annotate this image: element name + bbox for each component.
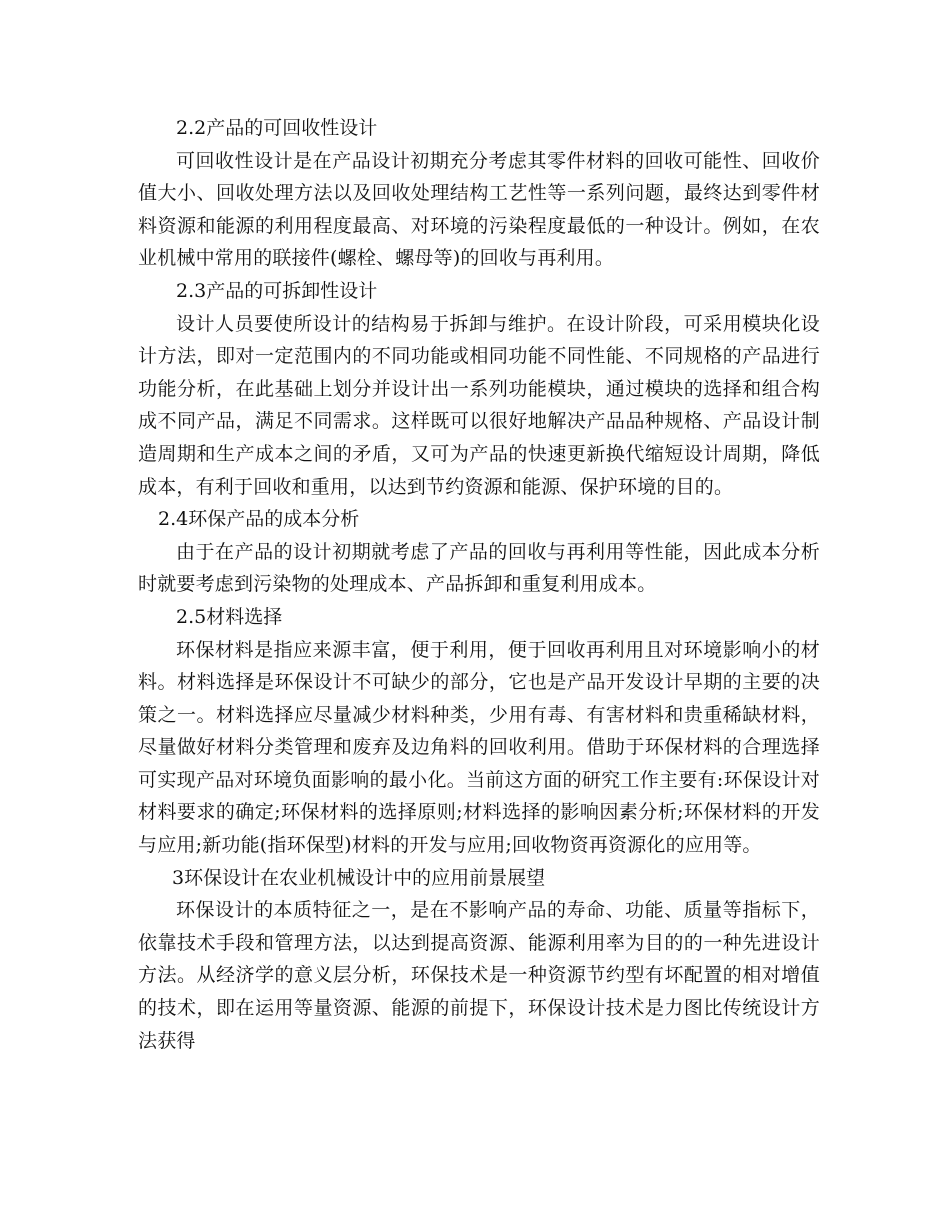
section-heading-2-4: 2.4环保产品的成本分析: [158, 508, 360, 531]
paragraph-recyclability: 可回收性设计是在产品设计初期充分考虑其零件材料的回收可能性、回收价值大小、回收处理方法以及回收处理结构工艺性等一系列问题，最终达到零件材料资源和能源的利用程度最高、对环境的污染程度最低的一种设计。例如，在农业机械中常用的联接件(螺栓、螺母等)的回收与再利用。: [138, 149, 820, 270]
paragraph-disassembly: 设计人员要使所设计的结构易于拆卸与维护。在设计阶段，可采用模块化设计方法，即对一定范围内的不同功能或相同功能不同性能、不同规格的产品进行功能分析，在此基础上划分并设计出一系列功能模块，通过模块的选择和组合构成不同产品，满足不同需求。这样既可以很好地解决产品品种规格、产品设计制造周期和生产成本之间的矛盾，又可为产品的快速更新换代缩短设计周期，降低成本，有利于回收和重用，以达到节约资源和能源、保护环境的目的。: [138, 312, 820, 498]
section-heading-2-5: 2.5材料选择: [176, 605, 283, 628]
section-heading-2-3: 2.3产品的可拆卸性设计: [176, 279, 378, 302]
document-body: [138, 112, 820, 1057]
section-heading-3: 3环保设计在农业机械设计中的应用前景展望: [172, 866, 546, 889]
paragraph-cost-analysis: 由于在产品的设计初期就考虑了产品的回收与再利用等性能，因此成本分析时就要考虑到污染物的处理成本、产品拆卸和重复利用成本。: [138, 540, 820, 596]
paragraph-material-selection: 环保材料是指应来源丰富，便于利用，便于回收再利用且对环境影响小的材料。材料选择是环保设计不可缺少的部分，它也是产品开发设计早期的主要的决策之一。材料选择应尽量减少材料种类，少用有毒、有害材料和贵重稀缺材料，尽量做好材料分类管理和废弃及边角料的回收利用。借助于环保材料的合理选择可实现产品对环境负面影响的最小化。当前这方面的研究工作主要有:环保设计对材料要求的确定;环保材料的选择原则;材料选择的影响因素分析;环保材料的开发与应用;新功能(指环保型)材料的开发与应用;回收物资再资源化的应用等。: [138, 638, 820, 857]
paragraph-outlook: 环保设计的本质特征之一，是在不影响产品的寿命、功能、质量等指标下，依靠技术手段和管理方法，以达到提高资源、能源利用率为目的的一种先进设计方法。从经济学的意义层分析，环保技术是一种资源节约型有坏配置的相对增值的技术，即在运用等量资源、能源的前提下，环保设计技术是力图比传统设计方法获得: [138, 899, 820, 1052]
section-heading-2-2: 2.2产品的可回收性设计: [176, 117, 378, 139]
